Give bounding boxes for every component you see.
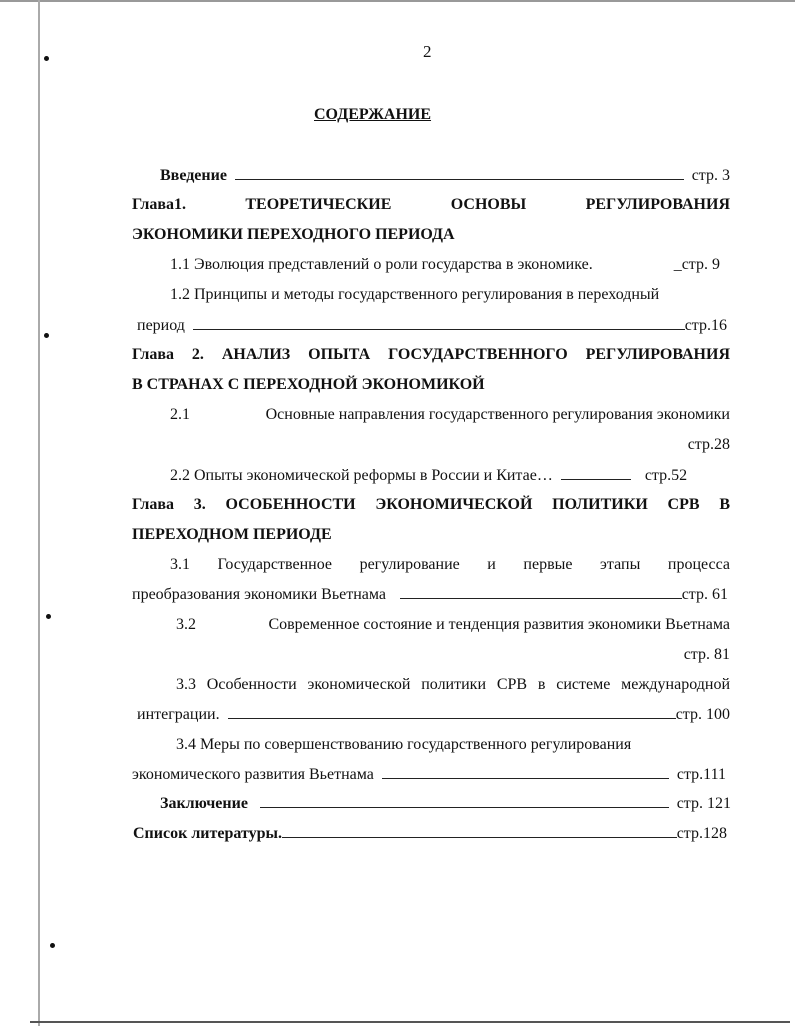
toc-label: Заключение: [160, 795, 248, 812]
toc-conclusion: [160, 793, 731, 814]
toc-page: стр. 3: [691, 167, 730, 184]
toc-3-4: 3.4 Меры по совершенствованию государственного регулирования: [176, 736, 632, 753]
leader-line: [260, 793, 669, 808]
chapter-2-heading-cont: В СТРАНАХ С ПЕРЕХОДНОЙ ЭКОНОМИКОЙ: [132, 376, 485, 393]
toc-1-2-cont: [137, 315, 727, 336]
scan-left-edge: [38, 0, 40, 1026]
leader-line: [228, 704, 676, 719]
chapter-1-heading-cont: ЭКОНОМИКИ ПЕРЕХОДНОГО ПЕРИОДА: [132, 226, 455, 243]
toc-2-2: [170, 465, 730, 486]
toc-1-1: [170, 255, 720, 275]
toc-label: экономического развития Вьетнама: [132, 766, 374, 783]
scan-bottom-edge: [30, 1021, 790, 1023]
toc-bibliography: [133, 823, 727, 844]
toc-3-4-cont: [132, 764, 726, 785]
toc-page: стр. 61: [681, 586, 728, 603]
toc-page: стр.111: [676, 766, 726, 783]
toc-3-3: 3.3 Особенности экономической политики СРВ в системе международной: [176, 676, 730, 693]
toc-num: 2.1: [170, 406, 190, 423]
chapter-2-heading: Глава 2. АНАЛИЗ ОПЫТА ГОСУДАРСТВЕННОГО РЕГУЛИРОВАНИЯ: [132, 346, 730, 363]
toc-1-2: 1.2 Принципы и методы государственного регулирования в переходный: [170, 286, 660, 303]
scan-mark: [44, 56, 49, 61]
toc-label: период: [137, 317, 185, 334]
toc-3-2: [176, 615, 730, 635]
toc-page: стр.28: [687, 436, 730, 453]
toc-label: преобразования экономики Вьетнама: [132, 586, 387, 603]
page-number: 2: [423, 42, 432, 61]
toc-label: интеграции.: [137, 706, 220, 723]
leader-line: [400, 584, 682, 599]
scan-mark: [50, 943, 55, 948]
toc-3-1: 3.1 Государственное регулирование и первые этапы процесса: [170, 556, 730, 573]
chapter-3-heading-cont: ПЕРЕХОДНОМ ПЕРИОДЕ: [132, 526, 332, 543]
leader-line: [193, 315, 685, 330]
toc-label: 2.2 Опыты экономической реформы в России и Китае…: [170, 467, 553, 484]
chapter-1-heading: Глава1. ТЕОРЕТИЧЕСКИЕ ОСНОВЫ РЕГУЛИРОВАНИЯ: [132, 196, 730, 213]
toc-label: Современное состояние и тенденция развития экономики Вьетнама: [268, 616, 730, 633]
toc-intro: [160, 165, 730, 186]
toc-page: стр.52: [644, 467, 688, 484]
toc-page: стр.16: [684, 317, 727, 334]
leader-line: [282, 823, 677, 838]
page-title: СОДЕРЖАНИЕ: [314, 106, 432, 123]
scan-mark: [44, 333, 49, 338]
toc-num: 3.2: [176, 616, 196, 633]
toc-label: Список литературы.: [133, 825, 282, 842]
leader-line: [561, 465, 631, 480]
toc-label: 1.1 Эволюция представлений о роли государства в экономике.: [170, 256, 593, 273]
toc-3-1-cont: [132, 584, 728, 605]
toc-2-1: [170, 405, 730, 425]
scan-mark: [46, 614, 51, 619]
toc-page: _стр. 9: [673, 256, 720, 273]
toc-label: Основные направления государственного регулирования экономики: [265, 406, 730, 423]
toc-label: Введение: [160, 167, 227, 184]
toc-page: стр. 121: [676, 795, 731, 812]
toc-3-3-cont: [137, 704, 730, 725]
leader-line: [235, 165, 684, 180]
toc-page: стр. 100: [675, 706, 730, 723]
chapter-3-heading: Глава 3. ОСОБЕННОСТИ ЭКОНОМИЧЕСКОЙ ПОЛИТИКИ СРВ В: [132, 496, 730, 513]
toc-page: стр. 81: [683, 646, 730, 663]
leader-line: [382, 764, 669, 779]
toc-page: стр.128: [676, 825, 727, 842]
scan-top-edge: [0, 0, 795, 2]
